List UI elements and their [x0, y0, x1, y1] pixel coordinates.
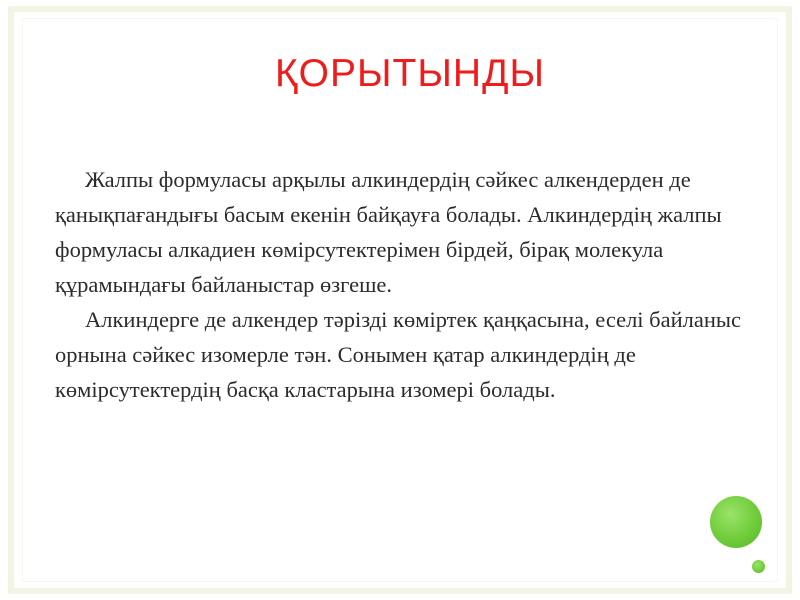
paragraph-2: Алкиндерге де алкендер тәрізді көміртек қаңқасына, еселі байланыс орнына сәйкес изомерле тән. Сонымен қатар алкиндердің де көмірсутектердің басқа кластарына изомері болады. [55, 307, 742, 402]
border-bottom [8, 588, 792, 594]
decorative-dot-large [710, 496, 762, 548]
paragraph-1: Жалпы формуласы арқылы алкиндердің сәйкес алкендерден де қанықпағандығы басым екенін байқауға болады. Алкиндердің жалпы формуласы алкадиен көмірсутектерімен бірдей, бірақ молекула құрамындағы байланыстар өзгеше. [55, 167, 722, 297]
border-top [8, 6, 792, 12]
slide-title: ҚОРЫТЫНДЫ [274, 52, 546, 95]
slide-body [55, 162, 755, 407]
decorative-dot-small [752, 560, 765, 573]
